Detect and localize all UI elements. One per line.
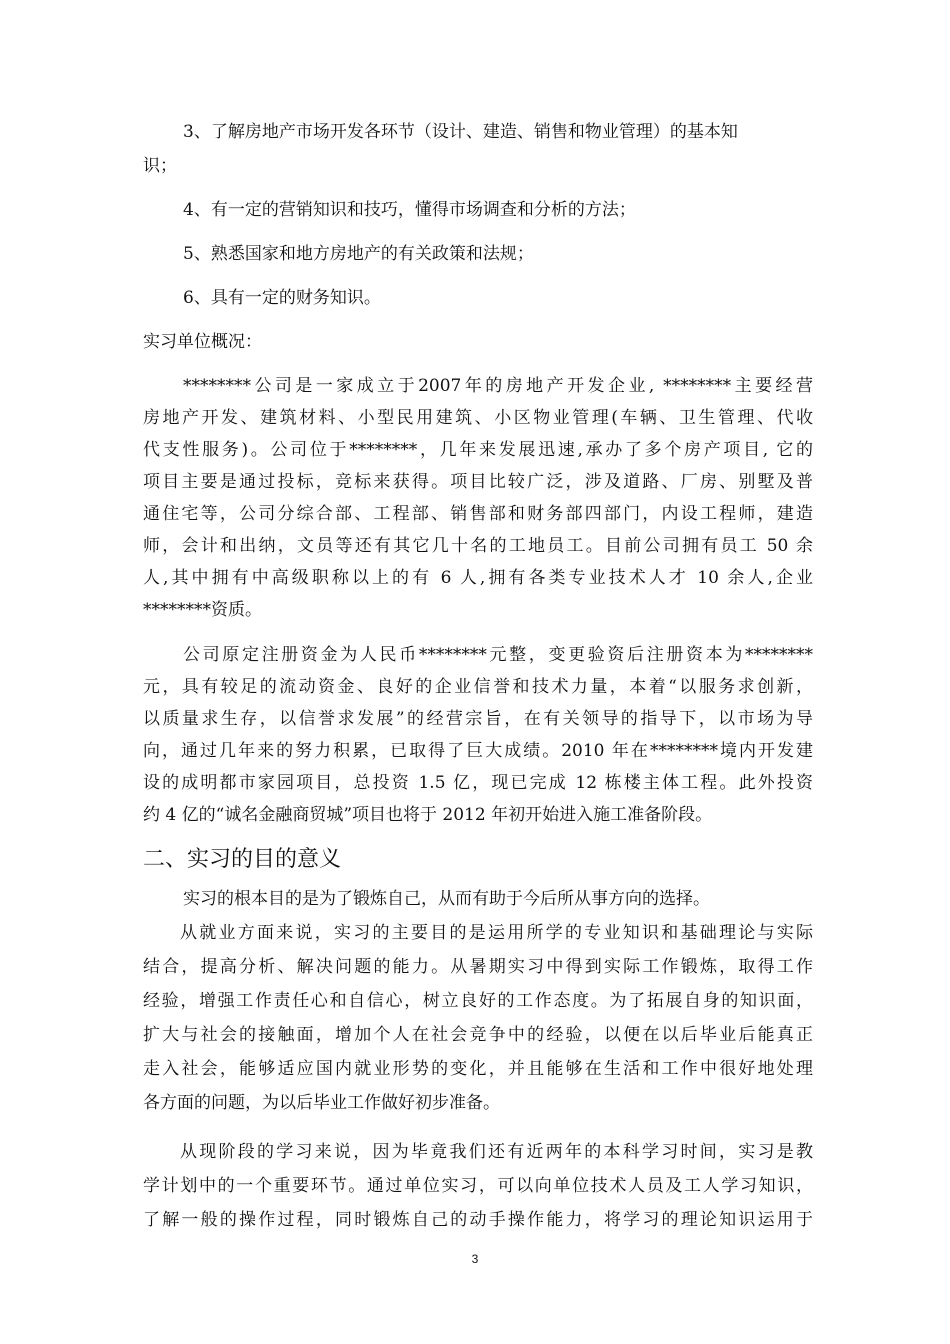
purpose-p2-line-4: 扩大与社会的接触面，增加个人在社会竞争中的经验，以便在以后毕业后能真正 [143,1025,813,1045]
company-p2-line-4: 向，通过几年来的努力积累，已取得了巨大成绩。2010 年在********境内开发建 [143,741,813,761]
company-overview-label: 实习单位概况： [143,332,262,352]
purpose-p3-line-2: 学计划中的一个重要环节。通过单位实习，可以向单位技术人员及工人学习知识， [143,1176,813,1196]
company-p2-line-3: 以质量求生存，以信誉求发展”的经营宗旨，在有关领导的指导下，以市场为导 [143,709,813,729]
purpose-p1-line-1: 实习的根本目的是为了锻炼自己，从而有助于今后所从事方向的选择。 [183,889,710,909]
purpose-p2-line-1: 从就业方面来说，实习的主要目的是运用所学的专业知识和基础理论与实际 [180,923,813,943]
requirement-5: 5、熟悉国家和地方房地产的有关政策和法规； [183,244,534,264]
company-p1-line-7: 人,其中拥有中高级职称以上的有 6 人,拥有各类专业技术人才 10 余人,企业 [143,568,813,588]
company-p2-line-5: 设的成明都市家园项目，总投资 1.5 亿，现已完成 12 栋楼主体工程。此外投资 [143,773,813,793]
company-p1-line-3: 代支性服务)。公司位于********，几年来发展迅速,承办了多个房产项目, 它的 [143,440,813,460]
purpose-p3-line-1: 从现阶段的学习来说，因为毕竟我们还有近两年的本科学习时间，实习是教 [180,1142,813,1162]
company-p1-line-8: ********资质。 [143,600,262,620]
page-number: 3 [471,1252,479,1266]
company-p1-line-5: 通住宅等，公司分综合部、工程部、销售部和财务部四部门，内设工程师，建造 [143,504,813,524]
section-heading: 二、实习的目的意义 [143,847,342,872]
purpose-p2-line-2: 结合，提高分析、解决问题的能力。从暑期实习中得到实际工作锻炼，取得工作 [143,957,813,977]
company-p1-line-6: 师，会计和出纳，文员等还有其它几十名的工地员工。目前公司拥有员工 50 余 [143,536,813,556]
purpose-p2-line-3: 经验，增强工作责任心和自信心，树立良好的工作态度。为了拓展自身的知识面， [143,991,813,1011]
company-p1-line-2: 房地产开发、建筑材料、小型民用建筑、小区物业管理(车辆、卫生管理、代收 [143,408,813,428]
company-p2-line-2: 元，具有较足的流动资金、良好的企业信誉和技术力量，本着“以服务求创新， [143,677,813,697]
company-p1-line-4: 项目主要是通过投标，竞标来获得。项目比较广泛，涉及道路、厂房、别墅及普 [143,472,813,492]
requirement-3-line-2: 识； [143,156,177,176]
company-p1-line-1: ********公司是一家成立于2007年的房地产开发企业, ********主要经营 [183,376,813,396]
purpose-p2-line-6: 各方面的问题，为以后毕业工作做好初步准备。 [143,1093,500,1113]
purpose-p3-line-3: 了解一般的操作过程，同时锻炼自己的动手操作能力，将学习的理论知识运用于 [143,1210,813,1230]
requirement-3-line-1: 3、了解房地产市场开发各环节（设计、建造、销售和物业管理）的基本知 [183,122,738,142]
company-p2-line-1: 公司原定注册资金为人民币********元整，变更验资后注册资本为******** [183,645,813,665]
requirement-6: 6、具有一定的财务知识。 [183,288,381,308]
requirement-4: 4、有一定的营销知识和技巧，懂得市场调查和分析的方法； [183,200,636,220]
company-p2-line-6: 约 4 亿的“诚名金融商贸城”项目也将于 2012 年初开始进入施工准备阶段。 [143,805,713,825]
purpose-p2-line-5: 走入社会，能够适应国内就业形势的变化，并且能够在生活和工作中很好地处理 [143,1059,813,1079]
